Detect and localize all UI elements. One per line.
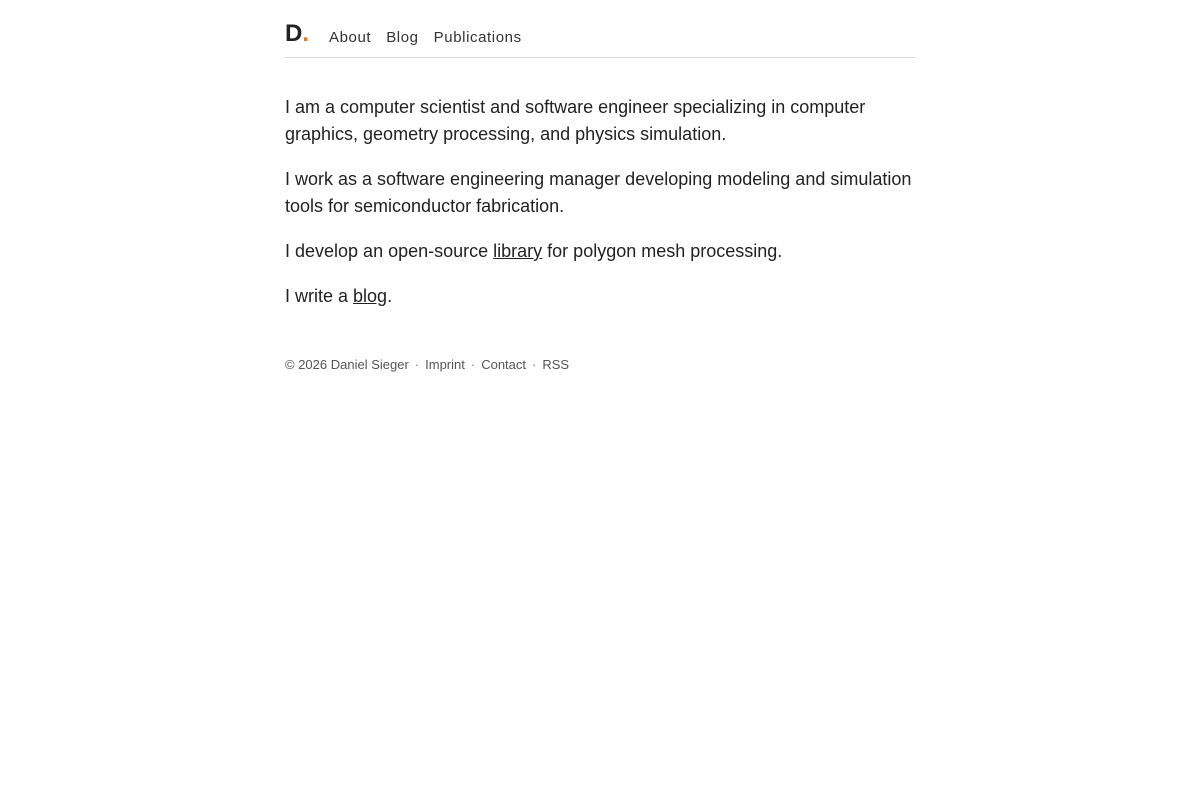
- site-footer: [285, 357, 915, 373]
- main-content: [285, 94, 915, 310]
- blog-text-before: I write a: [285, 286, 354, 306]
- logo-letter: D: [285, 20, 303, 47]
- library-text-before: I develop an open-source: [285, 241, 494, 261]
- nav-about-link[interactable]: About: [329, 29, 372, 46]
- library-text-after: for polygon mesh processing.: [542, 241, 783, 261]
- nav-publications-link[interactable]: Publications: [433, 29, 522, 46]
- footer-imprint-link[interactable]: Imprint: [425, 357, 465, 372]
- intro-paragraph: I am a computer scientist and software engineer specializing in computer graphics, geometry processing, and physics simulation.: [285, 97, 866, 144]
- logo-dot: .: [302, 20, 310, 47]
- blog-link[interactable]: blog: [353, 286, 388, 306]
- blog-text-after: .: [387, 286, 393, 306]
- footer-separator: ·: [414, 357, 420, 372]
- nav-blog-link[interactable]: Blog: [386, 29, 419, 46]
- main-nav: [329, 29, 537, 47]
- footer-separator: ·: [532, 357, 537, 372]
- page-container: [285, 0, 915, 373]
- footer-copyright: © 2026 Daniel Sieger: [285, 357, 409, 372]
- site-logo[interactable]: [285, 20, 309, 48]
- footer-contact-link[interactable]: Contact: [481, 357, 527, 372]
- library-paragraph: [285, 238, 915, 265]
- site-header: [285, 0, 915, 58]
- library-link[interactable]: library: [493, 241, 543, 261]
- blog-paragraph: [285, 283, 915, 310]
- footer-rss-link[interactable]: RSS: [542, 357, 570, 372]
- footer-separator: ·: [470, 357, 476, 372]
- work-paragraph: I work as a software engineering manager developing modeling and simulation tools for semiconductor fabrication.: [285, 169, 912, 216]
